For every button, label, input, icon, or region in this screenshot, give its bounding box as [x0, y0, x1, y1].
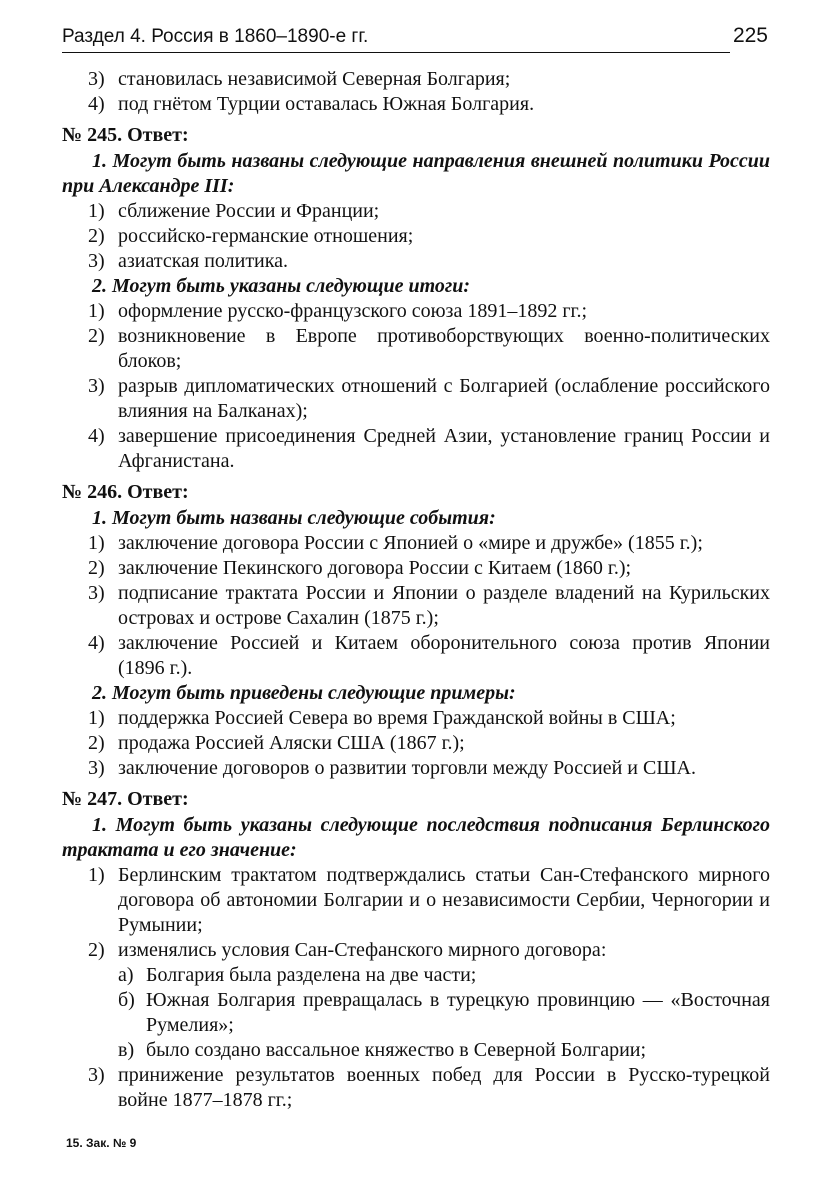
- sub-list-item: а) Болгария была разделена на две части;: [118, 964, 477, 986]
- list-item: 1) заключение договора России с Японией о «мире и дружбе» (1855 г.);: [88, 532, 703, 554]
- list-item: 3) становилась независимой Северная Болгария;: [88, 68, 511, 90]
- list-item: 1) Берлинским трактатом подтверждались статьи Сан-Стефанского мирного договора об автономии Болгарии и о независимости Сербии, Черногории и Румынии;: [88, 864, 770, 936]
- answer-246-part1-title: 1. Могут быть названы следующие события:: [92, 507, 496, 529]
- list-item: 2) возникновение в Европе противоборствующих военно-политических блоков;: [88, 325, 770, 372]
- list-item: 1) поддержка Россией Севера во время Гражданской войны в США;: [88, 707, 676, 729]
- list-item: 2) российско-германские отношения;: [88, 225, 414, 247]
- answer-246-part2-title: 2. Могут быть приведены следующие примеры:: [92, 682, 516, 704]
- sub-list-item: в) было создано вассальное княжество в Северной Болгарии;: [118, 1039, 647, 1061]
- list-item: 3) разрыв дипломатических отношений с Болгарией (ослабление российского влияния на Балканах);: [88, 375, 770, 422]
- list-item: 4) под гнётом Турции оставалась Южная Болгария.: [88, 93, 535, 115]
- section-title: Раздел 4. Россия в 1860–1890-е гг.: [62, 26, 369, 47]
- list-item: 3) азиатская политика.: [88, 250, 289, 272]
- answer-247-part1-title: 1. Могут быть указаны следующие последствия подписания Берлинского трактата и его значение:: [62, 814, 770, 861]
- answer-246-heading: № 246. Ответ:: [62, 481, 189, 503]
- answer-245-part2-title: 2. Могут быть указаны следующие итоги:: [92, 275, 471, 297]
- list-item: 1) оформление русско-французского союза 1891–1892 гг.;: [88, 300, 588, 322]
- page-content: [62, 67, 770, 1113]
- sub-list-item: б) Южная Болгария превращалась в турецкую провинцию — «Восточная Румелия»;: [118, 989, 770, 1036]
- list-item: 2) заключение Пекинского договора России с Китаем (1860 г.);: [88, 557, 632, 579]
- answer-245-part1-title: 1. Могут быть названы следующие направления внешней политики России при Александре III:: [62, 150, 770, 197]
- answer-247-heading: № 247. Ответ:: [62, 788, 189, 810]
- list-item: 1) сближение России и Франции;: [88, 200, 380, 222]
- page-header: [62, 22, 772, 52]
- list-item: 3) принижение результатов военных побед для России в Русско-турецкой войне 1877–1878 гг.;: [88, 1064, 770, 1111]
- list-item: 3) заключение договоров о развитии торговли между Россией и США.: [88, 757, 696, 779]
- list-item: 2) изменялись условия Сан-Стефанского мирного договора:: [88, 939, 607, 961]
- answer-245-heading: № 245. Ответ:: [62, 124, 189, 146]
- list-item: 3) подписание трактата России и Японии о разделе владений на Курильских островах и острове Сахалин (1875 г.);: [88, 582, 770, 629]
- header-rule: [62, 52, 730, 53]
- page-number: 225: [732, 24, 768, 47]
- list-item: 4) заключение Россией и Китаем оборонительного союза против Японии (1896 г.).: [88, 632, 770, 679]
- list-item: 2) продажа Россией Аляски США (1867 г.);: [88, 732, 465, 754]
- print-footer: 15. Зак. № 9: [66, 1136, 137, 1150]
- list-item: 4) завершение присоединения Средней Азии, установление границ России и Афганистана.: [88, 425, 770, 472]
